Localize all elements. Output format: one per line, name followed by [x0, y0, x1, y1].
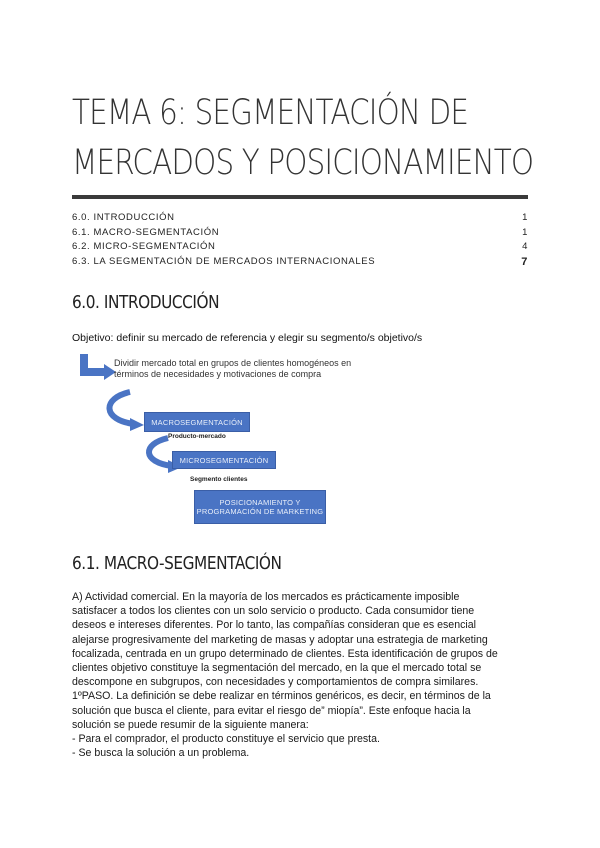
body-line: deseos e intereses diferentes. Por lo tanto, las compañías consideran que es esencial: [72, 619, 476, 632]
body-line: focalizada, centrada en un grupo determinado de clientes. Esta identificación de grupos de: [72, 647, 498, 660]
toc-entry[interactable]: [72, 211, 528, 226]
posicionamiento-box: [194, 490, 326, 524]
elbow-arrow-icon: [84, 354, 104, 372]
toc-entry-page: 7: [521, 255, 528, 268]
diagram-description-line-2: términos de necesidades y motivaciones de compra: [114, 369, 322, 379]
segmento-clientes-label: Segmento clientes: [190, 476, 248, 483]
objective-text: Objetivo: definir su mercado de referencia y elegir su segmento/s objetivo/s: [72, 332, 423, 344]
body-line: solución se puede resumir de la siguiente manera:: [72, 718, 309, 731]
diagram-description: [114, 358, 351, 380]
toc-entry-label: 6.1. MACRO-SEGMENTACIÓN: [72, 226, 220, 238]
posicionamiento-box-line-2: PROGRAMACIÓN DE MARKETING: [196, 507, 324, 516]
arrow-head-icon: [130, 418, 144, 431]
diagram-description-line-1: Dividir mercado total en grupos de clientes homogéneos en: [114, 358, 352, 368]
body-line: A) Actividad comercial. En la mayoría de los mercados es prácticamente imposible: [72, 591, 460, 603]
toc-entry-page: 1: [522, 226, 528, 238]
body-line: satisfacer a todos los clientes con un solo servicio o producto. Cada consumidor tiene: [72, 605, 475, 618]
title-line-2: MERCADOS Y POSICIONAMIENTO: [72, 143, 534, 183]
title-divider: [72, 195, 528, 199]
body-line: solución que busca el cliente, para evitar el riesgo de” miopía”. Este enfoque hacia la: [72, 704, 471, 717]
section-body: [72, 590, 532, 760]
toc-entry-label: 6.0. INTRODUCCIÓN: [72, 212, 175, 223]
body-line: - Para el comprador, el producto constituye el servicio que presta.: [72, 733, 380, 746]
title-line-1: TEMA 6: SEGMENTACIÓN DE: [72, 93, 469, 133]
section-heading-introduccion: 6.0. INTRODUCCIÓN: [72, 292, 220, 313]
document-title: [72, 88, 534, 188]
section-heading-macro-segmentacion: 6.1. MACRO-SEGMENTACIÓN: [72, 553, 282, 574]
toc-entry-label: 6.3. LA SEGMENTACIÓN DE MERCADOS INTERNACIONALES: [72, 255, 376, 267]
toc-entry-page: 4: [522, 241, 528, 252]
macrosegmentacion-box: MACROSEGMENTACIÓN: [144, 412, 250, 432]
segmentation-diagram: [72, 348, 432, 528]
table-of-contents: [72, 211, 528, 269]
producto-mercado-label: Producto-mercado: [168, 433, 226, 440]
body-line: clientes objetivo constituye la segmentación del mercado, en la que el mercado total se: [72, 662, 482, 675]
body-line: - Se busca la solución a un problema.: [72, 747, 250, 760]
microsegmentacion-box: MICROSEGMENTACIÓN: [172, 451, 276, 469]
toc-entry[interactable]: [72, 226, 528, 241]
posicionamiento-box-line-1: POSICIONAMIENTO Y: [219, 498, 301, 507]
toc-entry-page: 1: [522, 212, 528, 223]
toc-entry-label: 6.2. MICRO-SEGMENTACIÓN: [72, 241, 216, 252]
body-line: descompone en subgrupos, con necesidades y comportamientos de compra similares.: [72, 676, 479, 689]
toc-entry[interactable]: [72, 240, 528, 255]
body-line: alejarse progresivamente del marketing de masas y adoptar una estrategia de marketing: [72, 633, 488, 646]
toc-entry[interactable]: [72, 255, 528, 270]
body-line: 1ºPASO. La definición se debe realizar en términos genéricos, es decir, en términos de la: [72, 690, 491, 703]
